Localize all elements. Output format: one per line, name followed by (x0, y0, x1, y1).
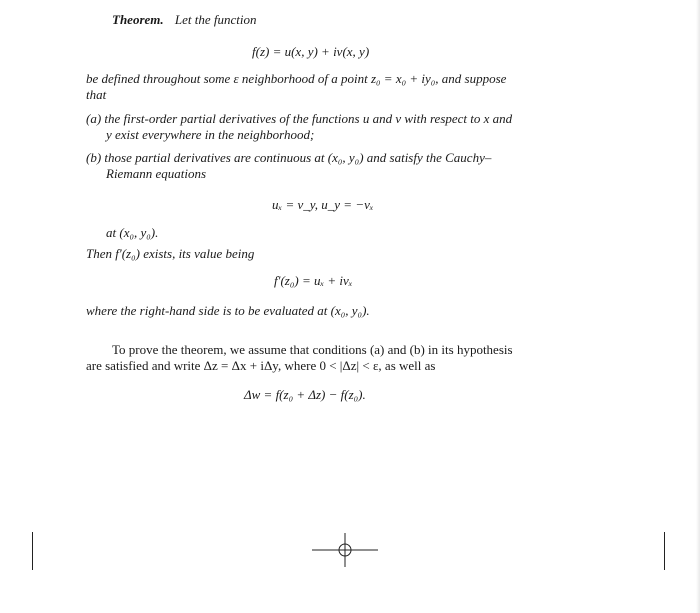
at-point-text: at (x₀, y₀). (106, 225, 159, 240)
theorem-heading: Theorem. (112, 12, 164, 27)
theorem-title-line (112, 12, 257, 28)
proof-line-1: To prove the theorem, we assume that conditions (a) and (b) in its hypothesis (112, 342, 513, 357)
where-text: where the right-hand side is to be evaluated at (x₀, y₀). (86, 303, 370, 318)
defined-text-line-2: that (86, 87, 107, 102)
equation-delta-w: Δw = f(z₀ + Δz) − f(z₀). (244, 387, 366, 402)
theorem-intro: Let the function (174, 12, 257, 27)
crop-crosshair-icon (312, 533, 378, 567)
equation-derivative: f′(z₀) = uₓ + ivₓ (274, 273, 353, 288)
right-margin-line (664, 532, 665, 570)
equation-cauchy-riemann: uₓ = v_y, u_y = −vₓ (272, 197, 374, 212)
equation-function-definition: f(z) = u(x, y) + iv(x, y) (252, 44, 370, 59)
condition-a-line-1: (a) the first-order partial derivatives of the functions u and v with respect to x and (86, 111, 513, 126)
condition-b-line-1: (b) those partial derivatives are continuous at (x₀, y₀) and satisfy the Cauchy– (86, 150, 492, 165)
left-margin-line (32, 532, 33, 570)
page-edge-shadow (696, 0, 700, 613)
then-text: Then f′(z₀) exists, its value being (86, 246, 255, 261)
defined-text-line-1: be defined throughout some ε neighborhood of a point z₀ = x₀ + iy₀, and suppose (86, 71, 507, 86)
proof-line-2: are satisfied and write Δz = Δx + iΔy, where 0 < |Δz| < ε, as well as (86, 358, 436, 373)
condition-b-line-2: Riemann equations (106, 166, 207, 181)
condition-a-line-2: y exist everywhere in the neighborhood; (106, 127, 315, 142)
